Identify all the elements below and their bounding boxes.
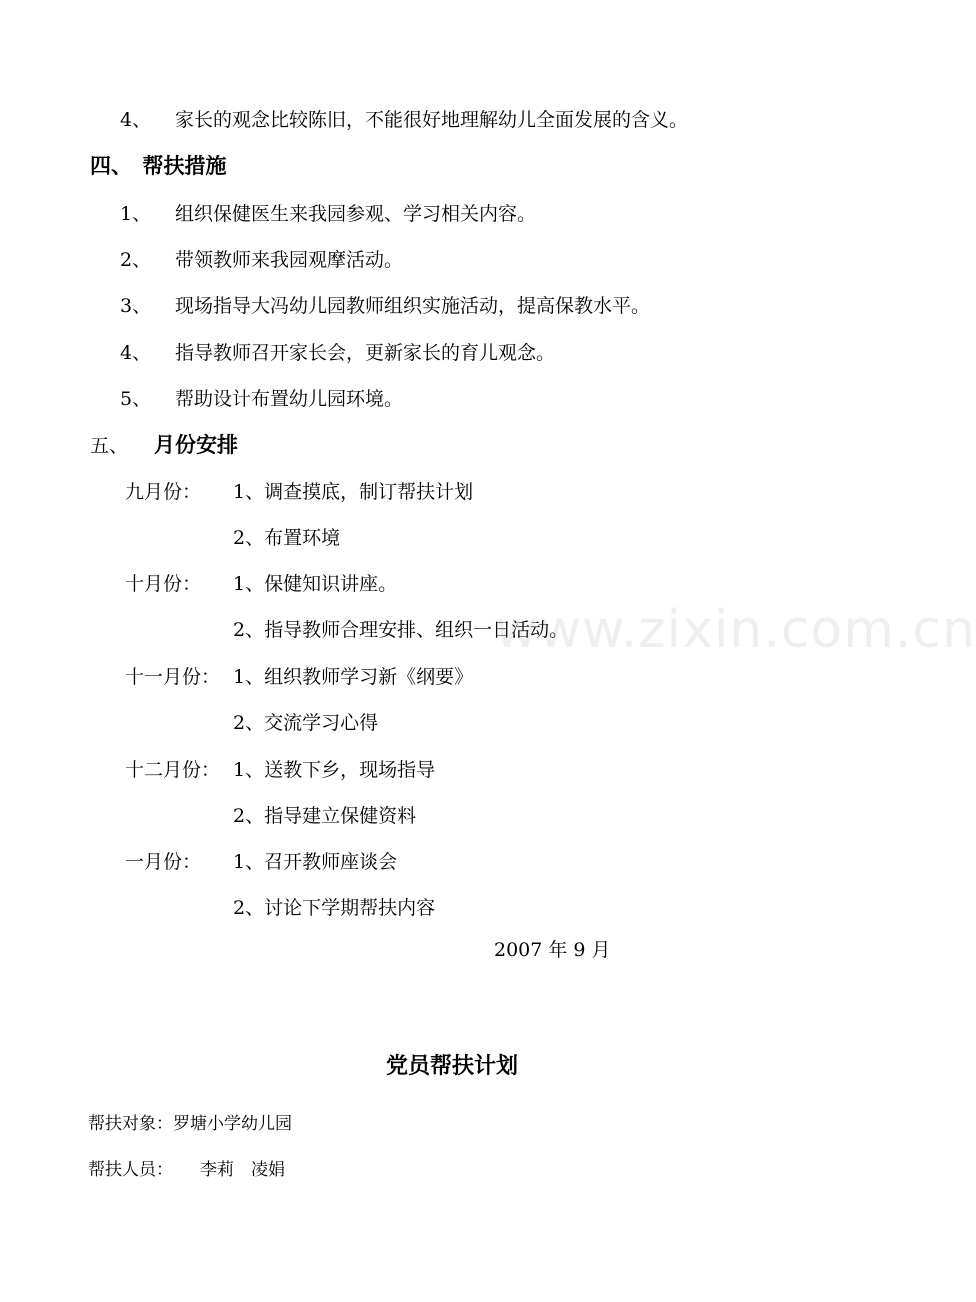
section-heading-measures: 四、 帮扶措施 (90, 154, 227, 178)
list-item (120, 105, 688, 132)
list-item (120, 338, 555, 365)
section-title: 月份安排 (154, 433, 238, 457)
item-number: 3、 (120, 295, 152, 317)
month-label: 九月份： (125, 481, 202, 503)
month-label: 十一月份： (125, 666, 221, 688)
month-item: 1、送教下乡，现场指导 (233, 759, 436, 781)
item-text: 家长的观念比较陈旧，不能很好地理解幼儿全面发展的含义。 (175, 109, 689, 131)
month-item: 2、交流学习心得 (233, 712, 379, 734)
item-number: 1、 (120, 203, 152, 225)
month-item: 2、讨论下学期帮扶内容 (233, 897, 436, 919)
plan-target: 帮扶对象：罗塘小学幼儿园 (88, 1114, 292, 1134)
document-date: 2007 年 9 月 (494, 939, 611, 961)
month-label: 十二月份： (125, 759, 221, 781)
item-text: 带领教师来我园观摩活动。 (175, 249, 404, 271)
section-number: 五、 (90, 435, 129, 457)
month-label: 一月份： (125, 851, 202, 873)
month-item: 1、保健知识讲座。 (233, 573, 398, 595)
month-item: 1、组织教师学习新《纲要》 (233, 666, 474, 688)
item-number: 4、 (120, 109, 152, 131)
item-number: 5、 (120, 388, 152, 410)
staff-names: 李莉 凌娟 (200, 1160, 285, 1180)
item-text: 帮助设计布置幼儿园环境。 (175, 388, 404, 410)
section-heading-schedule (90, 429, 238, 459)
month-label: 十月份： (125, 573, 202, 595)
list-item (120, 199, 536, 226)
item-number: 2、 (120, 249, 152, 271)
plan-staff (88, 1155, 285, 1180)
month-item: 1、召开教师座谈会 (233, 851, 398, 873)
watermark: www.zixin.com.cn (495, 600, 976, 660)
staff-label: 帮扶人员： (88, 1160, 173, 1180)
month-item: 2、指导建立保健资料 (233, 805, 417, 827)
month-item: 2、指导教师合理安排、组织一日活动。 (233, 619, 569, 641)
item-number: 4、 (120, 342, 152, 364)
item-text: 指导教师召开家长会，更新家长的育儿观念。 (175, 342, 556, 364)
month-item: 1、调查摸底，制订帮扶计划 (233, 481, 474, 503)
month-item: 2、布置环境 (233, 527, 341, 549)
list-item (120, 245, 403, 272)
item-text: 现场指导大冯幼儿园教师组织实施活动，提高保教水平。 (175, 295, 651, 317)
item-text: 组织保健医生来我园参观、学习相关内容。 (175, 203, 537, 225)
list-item (120, 291, 650, 318)
list-item (120, 384, 403, 411)
plan-title: 党员帮扶计划 (386, 1054, 519, 1079)
